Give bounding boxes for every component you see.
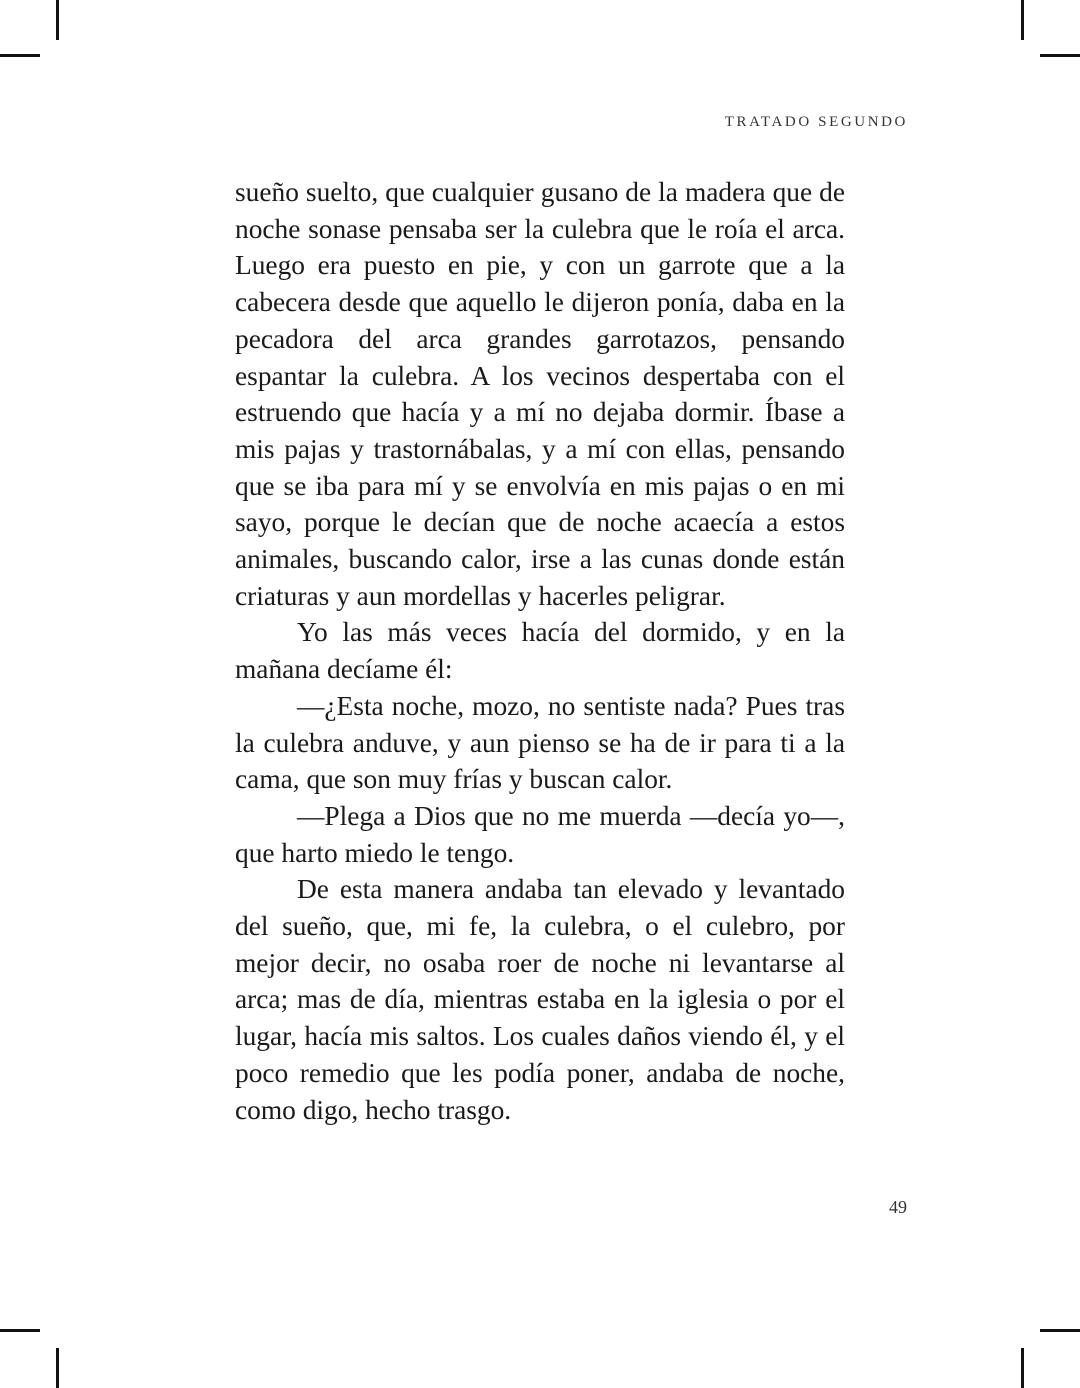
crop-mark-bottom-left-vertical: [56, 1348, 59, 1388]
page-number: 49: [889, 1197, 907, 1217]
paragraph: Yo las más veces hacía del dormido, y en la mañana decíame él:: [235, 617, 845, 685]
dialogue-paragraph: —Plega a Dios que no me muerda —decía yo—, que harto miedo le tengo.: [235, 800, 845, 868]
crop-mark-bottom-right-vertical: [1021, 1348, 1024, 1388]
crop-mark-top-left-horizontal: [0, 54, 40, 57]
paragraph: De esta manera andaba tan elevado y levantado del sueño, que, mi fe, la culebra, o el culebro, por mejor decir, no osaba roer de noche ni levantarse al arca; mas de día, mientras estaba en la iglesia o por el lugar, hacía mis saltos. Los cuales daños viendo él, y el poco remedio que les podía poner, andaba de noche, como digo, hecho trasgo.: [235, 874, 845, 1125]
crop-mark-top-left-vertical: [56, 0, 59, 40]
crop-mark-bottom-left-horizontal: [0, 1329, 40, 1332]
crop-mark-bottom-right-horizontal: [1040, 1329, 1080, 1332]
running-header: TRATADO SEGUNDO: [724, 114, 908, 130]
crop-mark-top-right-horizontal: [1040, 54, 1080, 57]
paragraph: sueño suelto, que cualquier gusano de la madera que de noche sonase pensaba ser la culebra que le roía el arca. Luego era puesto en pie, y con un garrote que a la cabecera desde que aquello le dijeron ponía, daba en la pecadora del arca grandes garrotazos, pensando espantar la culebra. A los vecinos despertaba con el estruendo que hacía y a mí no dejaba dormir. Íbase a mis pajas y trastornábalas, y a mí con ellas, pensando que se iba para mí y se envolvía en mis pajas o en mi sayo, porque le decían que de noche acaecía a estos animales, buscando calor, irse a las cunas donde están criaturas y aun mordellas y hacerles peligrar.: [235, 177, 845, 611]
crop-mark-top-right-vertical: [1021, 0, 1024, 40]
dialogue-paragraph: —¿Esta noche, mozo, no sentiste nada? Pues tras la culebra anduve, y aun pienso se ha de ir para ti a la cama, que son muy frías y buscan calor.: [235, 690, 845, 795]
page-body: [235, 174, 845, 1128]
